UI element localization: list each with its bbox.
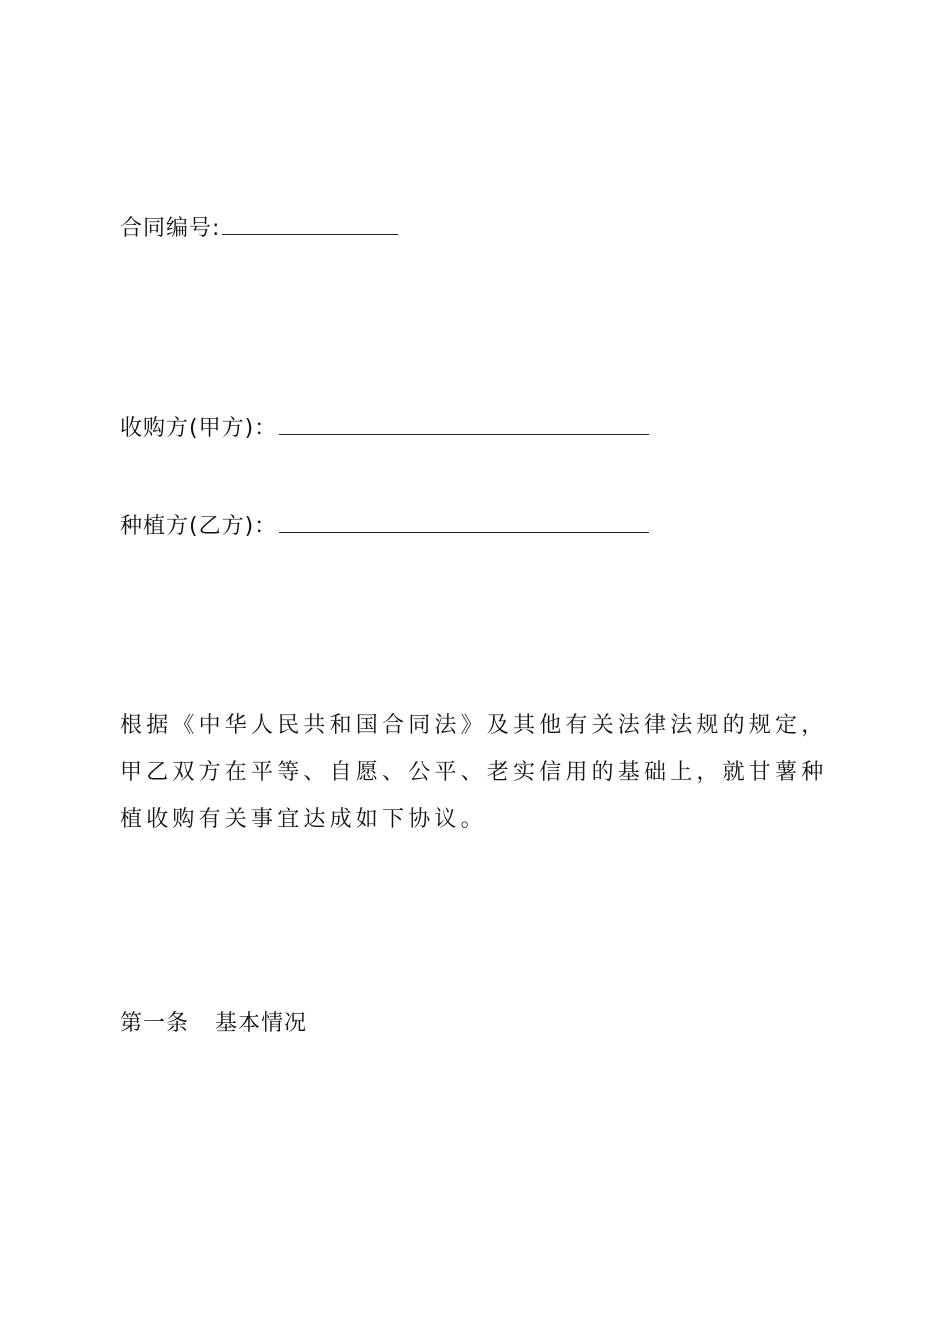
contract-number-line <box>120 214 398 243</box>
contract-number-label: 合同编号: <box>120 216 221 241</box>
party-b-label: 种植方(乙方)： <box>120 514 278 539</box>
clause-1-number: 第一条 <box>120 1011 190 1036</box>
preamble-paragraph: 根据《中华人民共和国合同法》及其他有关法律法规的规定，甲乙双方在平等、自愿、公平、老实信用的基础上，就甘薯种植收购有关事宜达成如下协议。 <box>120 713 828 832</box>
party-a-line <box>120 414 649 443</box>
party-a-label: 收购方(甲方)： <box>120 416 278 441</box>
party-b-line <box>120 512 649 541</box>
contract-number-blank[interactable] <box>222 214 398 235</box>
party-a-blank[interactable] <box>279 414 649 435</box>
party-b-blank[interactable] <box>279 512 649 533</box>
clause-1-heading <box>120 1010 307 1038</box>
clause-1-title: 基本情况 <box>215 1011 308 1036</box>
